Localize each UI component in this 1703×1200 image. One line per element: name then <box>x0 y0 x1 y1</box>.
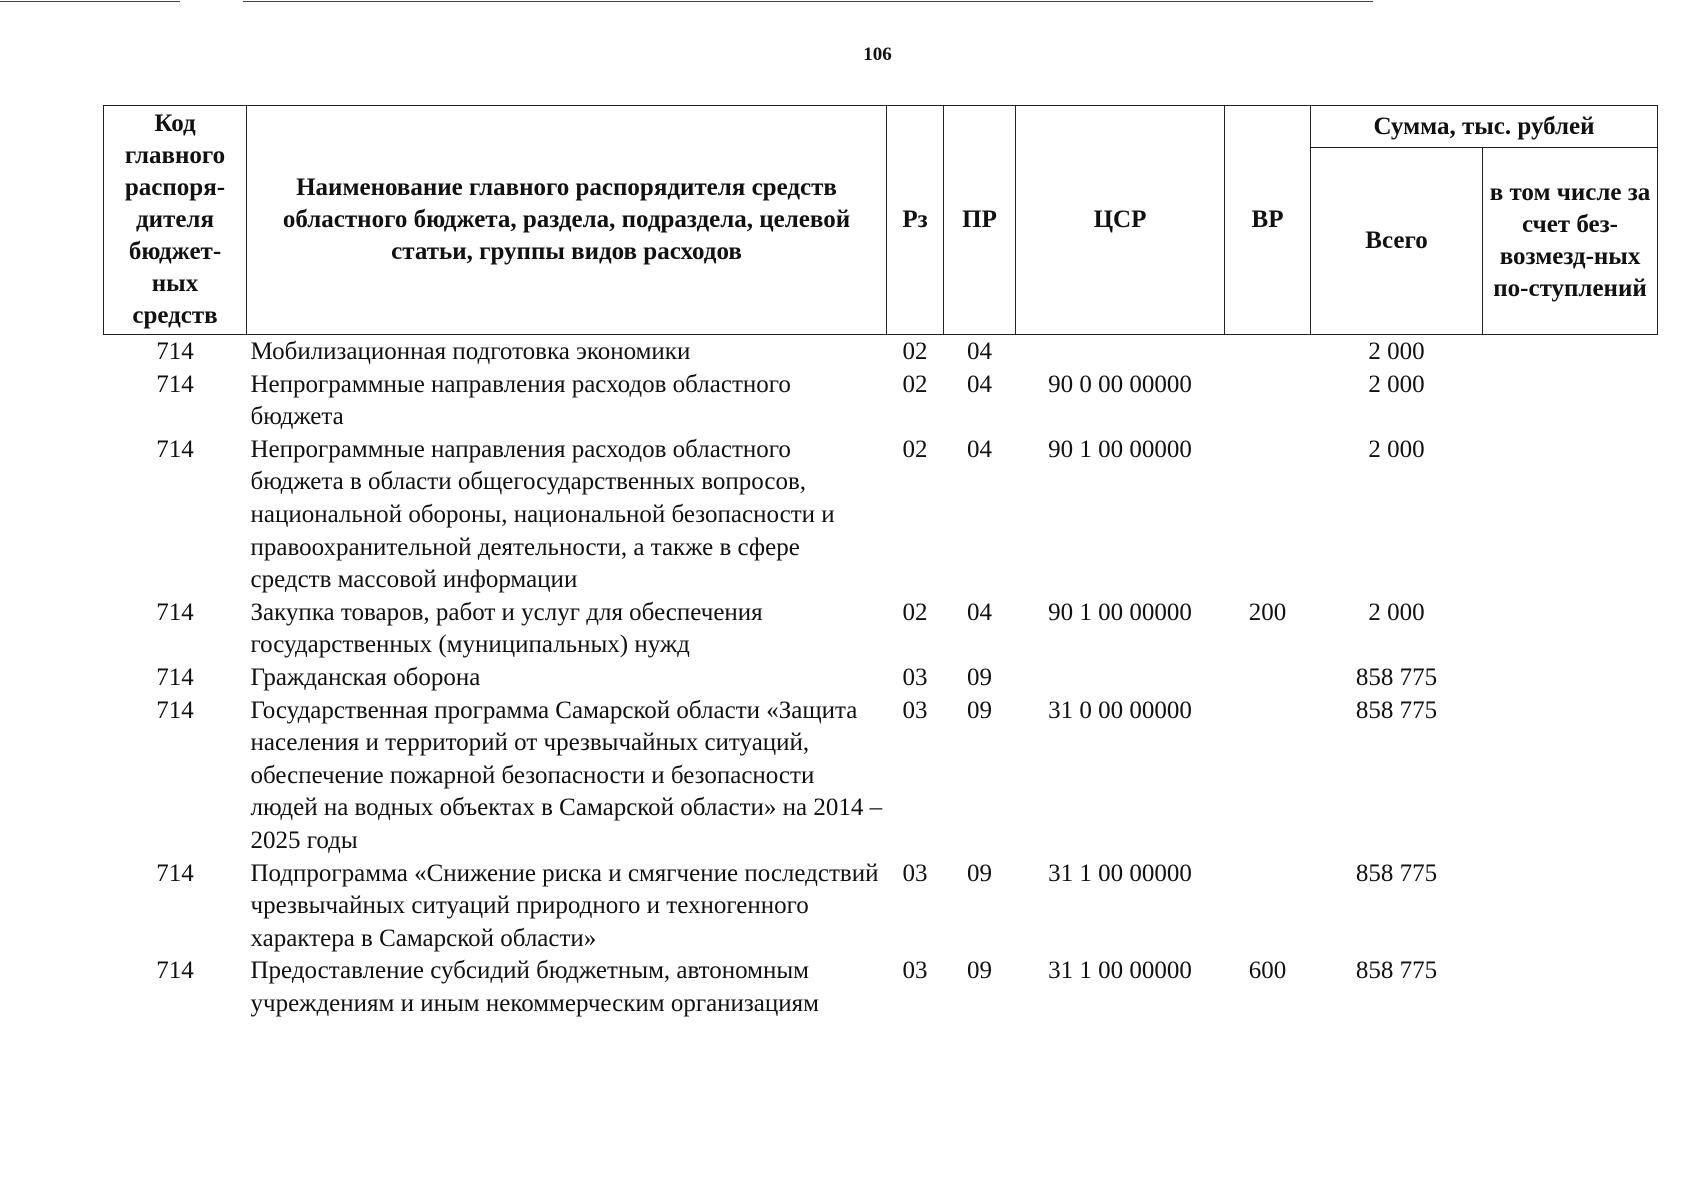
cell-total: 858 775 <box>1355 663 1438 691</box>
cell-name: Мобилизационная подготовка экономики <box>250 338 691 365</box>
cell-total: 2 000 <box>1368 370 1425 398</box>
cell-gratuitous <box>1483 955 1658 1020</box>
cell-gratuitous <box>1483 858 1658 956</box>
cell-name: Государственная программа Самарской области «Защита населения и территорий от чрезвычайных ситуаций, обеспечение пожарной безопасности и безопасности людей на водных объектах в Самарской области» на 2014 – 2025 годы <box>250 696 883 854</box>
cell-vr <box>1225 369 1311 434</box>
header-gratuitous: в том числе за счет без-возмезд-ных по-ступлений <box>1483 148 1658 335</box>
cell-rz: 02 <box>902 598 928 626</box>
top-rule-left <box>0 1 180 2</box>
top-rule-right <box>243 1 1373 2</box>
cell-pr: 04 <box>967 435 992 463</box>
table-body <box>104 335 1658 1021</box>
cell-code: 714 <box>156 598 194 626</box>
cell-gratuitous <box>1483 662 1658 695</box>
cell-name: Непрограммные направления расходов областного бюджета в области общегосударственных вопросов, национальной обороны, национальной безопасности и правоохранительной деятельности, а также в сфере средств массовой информации <box>250 435 835 594</box>
cell-gratuitous <box>1483 434 1658 597</box>
cell-pr: 09 <box>967 859 992 887</box>
cell-vr <box>1225 858 1311 956</box>
cell-csr <box>1016 335 1225 369</box>
budget-table <box>103 105 1658 1020</box>
table-header <box>104 106 1658 335</box>
cell-pr: 04 <box>967 338 992 365</box>
cell-csr: 31 0 00 00000 <box>1048 696 1192 724</box>
cell-vr <box>1225 335 1311 369</box>
cell-code: 714 <box>156 663 194 691</box>
cell-vr <box>1225 662 1311 695</box>
cell-total: 2 000 <box>1368 338 1425 365</box>
cell-code: 714 <box>156 370 194 398</box>
header-vr: ВР <box>1225 106 1311 335</box>
header-total: Всего <box>1311 148 1483 335</box>
cell-pr: 04 <box>967 370 992 398</box>
cell-csr: 90 0 00 00000 <box>1048 370 1192 398</box>
cell-rz: 03 <box>902 957 928 985</box>
cell-total: 858 775 <box>1355 859 1438 887</box>
cell-pr: 09 <box>967 957 992 985</box>
cell-total: 2 000 <box>1368 598 1425 626</box>
header-pr: ПР <box>944 106 1016 335</box>
cell-total: 858 775 <box>1355 696 1438 724</box>
cell-csr: 31 1 00 00000 <box>1048 859 1192 887</box>
header-rz: Рз <box>887 106 944 335</box>
header-csr: ЦСР <box>1016 106 1225 335</box>
cell-code: 714 <box>156 859 194 887</box>
cell-vr <box>1225 434 1311 597</box>
table-row <box>104 858 1658 956</box>
table-row <box>104 695 1658 858</box>
cell-name: Предоставление субсидий бюджетным, автономным учреждениям и иным некоммерческим организациям <box>250 957 819 1017</box>
cell-rz: 03 <box>902 859 928 887</box>
table-row <box>104 662 1658 695</box>
cell-name: Подпрограмма «Снижение риска и смягчение последствий чрезвычайных ситуаций природного и техногенного характера в Самарской области» <box>250 859 879 952</box>
cell-gratuitous <box>1483 597 1658 662</box>
header-sum: Сумма, тыс. рублей <box>1311 106 1658 148</box>
cell-pr: 09 <box>967 696 992 724</box>
cell-vr: 600 <box>1248 957 1287 985</box>
table-row <box>104 369 1658 434</box>
header-code: Код главного распоря-дителя бюджет-ных средств <box>104 106 247 335</box>
page-number: 106 <box>863 44 892 65</box>
cell-csr <box>1016 662 1225 695</box>
cell-rz: 02 <box>902 435 928 463</box>
cell-gratuitous <box>1483 335 1658 369</box>
cell-rz: 02 <box>902 370 928 398</box>
table-row <box>104 955 1658 1020</box>
cell-code: 714 <box>156 696 194 724</box>
cell-pr: 09 <box>967 663 992 691</box>
cell-total: 2 000 <box>1368 435 1425 463</box>
cell-name: Непрограммные направления расходов областного бюджета <box>250 370 791 431</box>
cell-name: Гражданская оборона <box>250 663 481 691</box>
header-name: Наименование главного распорядителя средств областного бюджета, раздела, подраздела, целевой статьи, группы видов расходов <box>247 106 887 335</box>
cell-code: 714 <box>156 957 194 985</box>
cell-name: Закупка товаров, работ и услуг для обеспечения государственных (муниципальных) нужд <box>250 598 763 659</box>
cell-pr: 04 <box>967 598 992 626</box>
cell-csr: 90 1 00 00000 <box>1048 435 1192 463</box>
cell-vr: 200 <box>1248 598 1287 626</box>
cell-total: 858 775 <box>1355 957 1438 985</box>
cell-code: 714 <box>156 338 194 365</box>
cell-rz: 03 <box>902 663 928 691</box>
cell-gratuitous <box>1483 369 1658 434</box>
cell-code: 714 <box>156 435 194 463</box>
cell-vr <box>1225 695 1311 858</box>
cell-gratuitous <box>1483 695 1658 858</box>
table-row <box>104 597 1658 662</box>
cell-rz: 03 <box>902 696 928 724</box>
cell-rz: 02 <box>902 338 928 365</box>
cell-csr: 31 1 00 00000 <box>1048 957 1192 985</box>
table-row <box>104 335 1658 369</box>
table-row <box>104 434 1658 597</box>
cell-csr: 90 1 00 00000 <box>1048 598 1192 626</box>
